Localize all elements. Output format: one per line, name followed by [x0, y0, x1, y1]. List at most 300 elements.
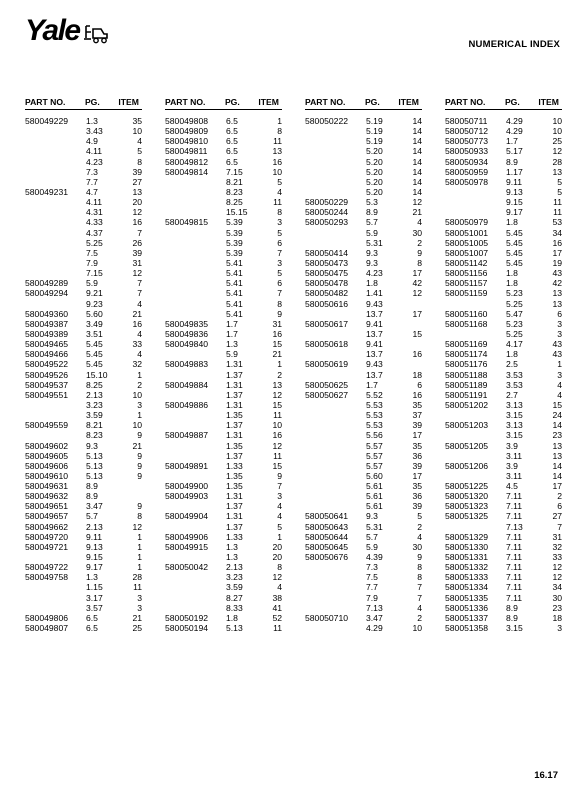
part-number — [25, 299, 86, 309]
part-number — [305, 167, 366, 177]
part-number: 580049887 — [165, 430, 209, 441]
index-row — [25, 400, 142, 410]
index-row — [305, 552, 422, 562]
page-ref: 5.53 — [366, 420, 383, 431]
page-ref: 1.3 — [226, 552, 238, 563]
item-number: 16 — [272, 430, 282, 441]
item-number: 2 — [417, 521, 422, 532]
index-row — [445, 299, 562, 309]
item-number: 3 — [557, 318, 562, 329]
index-row — [165, 370, 282, 380]
page-ref: 4.37 — [86, 227, 103, 238]
part-number: 580050959 — [445, 166, 489, 177]
page-ref: 9.13 — [86, 541, 103, 552]
item-number: 39 — [412, 420, 422, 431]
part-number — [305, 370, 366, 380]
part-number — [305, 582, 366, 592]
page-ref: 4.29 — [506, 126, 523, 137]
page-ref: 5.41 — [226, 288, 243, 299]
index-row — [305, 370, 422, 380]
item-number: 15 — [412, 328, 422, 339]
item-number — [398, 299, 422, 309]
index-row — [25, 167, 142, 177]
item-number: 3 — [557, 369, 562, 380]
item-number: 13 — [552, 166, 562, 177]
part-number: 580051330 — [445, 541, 489, 552]
part-number: 580049231 — [25, 186, 69, 197]
page-ref: 5.9 — [226, 349, 238, 360]
item-number: 12 — [552, 572, 562, 583]
item-number — [398, 359, 422, 369]
page-ref: 1.35 — [226, 440, 243, 451]
part-number — [165, 248, 226, 258]
page-ref: 5.41 — [226, 308, 243, 319]
index-row — [305, 430, 422, 440]
part-number — [305, 329, 366, 339]
part-number: 580049886 — [165, 399, 209, 410]
item-number: 20 — [132, 197, 142, 208]
part-number — [305, 603, 366, 613]
page-ref: 4.11 — [86, 197, 103, 208]
part-number — [165, 501, 226, 511]
item-number: 12 — [132, 268, 142, 279]
item-number: 4 — [137, 349, 142, 360]
part-number — [305, 441, 366, 451]
part-number: 580051169 — [445, 339, 488, 350]
part-number: 580049900 — [165, 481, 209, 492]
part-number: 580049906 — [165, 531, 209, 542]
item-header: ITEM — [118, 97, 139, 107]
item-number: 43 — [552, 339, 562, 350]
yale-logo — [25, 16, 111, 46]
index-row — [25, 441, 142, 451]
index-row — [305, 228, 422, 238]
item-number: 39 — [132, 247, 142, 258]
item-number: 9 — [137, 501, 142, 512]
page-ref: 5.7 — [366, 217, 378, 228]
page-ref: 5.9 — [366, 541, 378, 552]
index-row — [445, 258, 562, 268]
index-row — [305, 329, 422, 339]
item-number: 16 — [272, 156, 282, 167]
part-no-header: PART NO. — [165, 97, 206, 107]
page-ref: 15.10 — [86, 369, 108, 380]
item-number: 10 — [412, 623, 422, 634]
part-number — [445, 410, 506, 420]
part-number: 580051168 — [445, 318, 488, 329]
index-row — [165, 228, 282, 238]
page-ref: 1.31 — [226, 379, 243, 390]
page-ref: 7.5 — [366, 572, 378, 583]
part-number — [25, 268, 86, 278]
index-row — [445, 228, 562, 238]
page-ref: 6.5 — [226, 146, 238, 157]
index-row — [165, 359, 282, 369]
part-number: 580049811 — [165, 146, 208, 157]
page-ref: 6.5 — [86, 612, 98, 623]
part-number — [25, 603, 86, 613]
index-row — [305, 420, 422, 430]
page-ref: 5.41 — [226, 268, 243, 279]
page-ref: 5.20 — [366, 176, 383, 187]
part-number: 580050979 — [445, 217, 489, 228]
index-row — [305, 572, 422, 582]
index-row — [165, 582, 282, 592]
page-ref: 3.13 — [506, 420, 523, 431]
index-row — [445, 582, 562, 592]
item-number: 7 — [137, 278, 142, 289]
part-number: 580050194 — [165, 623, 209, 634]
item-number: 23 — [552, 430, 562, 441]
page-ref: 9.13 — [506, 186, 523, 197]
part-number: 580049884 — [165, 379, 209, 390]
page-ref: 1.37 — [226, 521, 243, 532]
page-ref: 8.9 — [86, 491, 98, 502]
page-ref: 7.11 — [506, 582, 523, 593]
brand-name: Yale — [25, 14, 80, 47]
item-number: 32 — [552, 541, 562, 552]
index-row — [445, 562, 562, 572]
part-number — [305, 623, 366, 633]
index-row — [25, 532, 142, 542]
part-number: 580049389 — [25, 328, 69, 339]
page-ref: 5.19 — [366, 126, 383, 137]
part-number: 580049836 — [165, 328, 209, 339]
index-row — [445, 136, 562, 146]
part-number: 580050473 — [305, 257, 349, 268]
part-number: 580049891 — [165, 460, 209, 471]
page-ref: 3.17 — [86, 592, 103, 603]
page-ref: 5.20 — [366, 166, 383, 177]
page-ref: 7.3 — [366, 562, 378, 573]
page-header: PG. — [504, 97, 520, 107]
item-number: 42 — [412, 278, 422, 289]
part-number — [165, 572, 226, 582]
page-ref: 7.11 — [506, 491, 523, 502]
index-row — [25, 522, 142, 532]
item-number: 35 — [412, 481, 422, 492]
part-number — [445, 329, 506, 339]
item-number: 15 — [272, 460, 282, 471]
part-number: 580049465 — [25, 339, 69, 350]
page-ref: 7.11 — [506, 592, 523, 603]
page-ref: 5.61 — [366, 481, 383, 492]
part-number: 580051001 — [445, 227, 489, 238]
index-row — [165, 501, 282, 511]
item-number: 7 — [277, 288, 282, 299]
page-ref: 3.9 — [506, 440, 518, 451]
part-no-header: PART NO. — [445, 97, 486, 107]
item-number: 14 — [412, 186, 422, 197]
index-row — [305, 623, 422, 633]
item-number — [118, 481, 142, 491]
part-number — [25, 177, 86, 187]
item-number: 18 — [552, 612, 562, 623]
item-number: 14 — [412, 146, 422, 157]
item-header: ITEM — [538, 97, 559, 107]
page-ref: 1.31 — [226, 511, 243, 522]
index-row — [165, 613, 282, 623]
item-number: 12 — [412, 288, 422, 299]
index-row — [445, 501, 562, 511]
part-number — [165, 410, 226, 420]
index-row — [25, 471, 142, 481]
part-number: 580051174 — [445, 349, 488, 360]
index-row — [165, 299, 282, 309]
part-number — [445, 207, 506, 217]
index-row — [445, 380, 562, 390]
page-ref: 9.15 — [86, 552, 103, 563]
page-ref: 1.8 — [226, 612, 238, 623]
part-number: 580051358 — [445, 623, 489, 634]
item-number: 16 — [552, 237, 562, 248]
item-number: 2 — [417, 612, 422, 623]
index-row — [305, 481, 422, 491]
index-row — [165, 400, 282, 410]
page-ref: 5.9 — [86, 278, 98, 289]
index-row — [445, 207, 562, 217]
part-number: 580049840 — [165, 339, 209, 350]
item-number: 11 — [553, 207, 562, 218]
part-number — [305, 593, 366, 603]
part-number — [165, 177, 226, 187]
index-row — [25, 511, 142, 521]
page-ref: 8.9 — [506, 156, 518, 167]
page-ref: 7.11 — [506, 511, 523, 522]
item-number: 14 — [552, 420, 562, 431]
index-row — [165, 116, 282, 126]
item-number: 6 — [277, 237, 282, 248]
page-ref: 8.27 — [226, 592, 243, 603]
index-row — [305, 167, 422, 177]
part-number: 580051202 — [445, 399, 489, 410]
part-number: 580050773 — [445, 136, 489, 147]
page-ref: 1.35 — [226, 470, 243, 481]
part-number — [165, 299, 226, 309]
index-row — [305, 613, 422, 623]
index-row — [25, 187, 142, 197]
page-ref: 1.35 — [226, 410, 243, 421]
index-row — [305, 258, 422, 268]
item-number: 8 — [417, 562, 422, 573]
item-number: 43 — [552, 349, 562, 360]
part-number: 580051332 — [445, 562, 489, 573]
item-number: 1 — [137, 562, 142, 573]
item-number: 12 — [552, 146, 562, 157]
item-number: 17 — [412, 308, 422, 319]
page-ref: 7.13 — [366, 602, 383, 613]
page-ref: 2.13 — [226, 562, 243, 573]
page-ref: 5.31 — [366, 237, 383, 248]
part-number — [165, 593, 226, 603]
page-ref: 8.9 — [506, 612, 518, 623]
index-row — [165, 146, 282, 156]
item-number: 8 — [137, 156, 142, 167]
part-number: 580051156 — [445, 268, 488, 279]
index-row — [445, 329, 562, 339]
part-number: 580051159 — [445, 288, 488, 299]
index-row — [165, 481, 282, 491]
page-ref: 3.23 — [226, 572, 243, 583]
page-ref: 5.19 — [366, 136, 383, 147]
item-number: 3 — [277, 491, 282, 502]
item-header: ITEM — [258, 97, 279, 107]
part-number — [305, 410, 366, 420]
part-number — [305, 430, 366, 440]
item-number: 16 — [412, 349, 422, 360]
item-number: 12 — [272, 389, 282, 400]
item-number: 1 — [137, 531, 142, 542]
page-ref: 5.23 — [506, 288, 523, 299]
item-number: 31 — [552, 531, 562, 542]
index-row — [165, 410, 282, 420]
index-row — [445, 400, 562, 410]
item-number: 28 — [552, 156, 562, 167]
index-row — [445, 167, 562, 177]
index-row — [25, 309, 142, 319]
item-number: 35 — [412, 399, 422, 410]
part-number: 580051337 — [445, 612, 489, 623]
item-number: 31 — [272, 318, 282, 329]
item-number: 33 — [132, 339, 142, 350]
part-number — [165, 187, 226, 197]
page-ref: 5.52 — [366, 389, 383, 400]
page-ref: 5.39 — [226, 237, 243, 248]
part-number: 580049915 — [165, 541, 209, 552]
index-row — [305, 116, 422, 126]
part-number — [165, 197, 226, 207]
page-ref: 5.17 — [506, 146, 523, 157]
part-number: 580050712 — [445, 126, 489, 137]
index-row — [165, 258, 282, 268]
index-row — [25, 116, 142, 126]
part-number: 580050042 — [165, 562, 209, 573]
index-row — [305, 248, 422, 258]
index-row — [445, 319, 562, 329]
item-number: 21 — [272, 349, 282, 360]
part-number: 580049809 — [165, 126, 209, 137]
part-number: 580050475 — [305, 268, 349, 279]
index-row — [445, 532, 562, 542]
page-ref: 1.31 — [226, 491, 243, 502]
part-number: 580050978 — [445, 176, 489, 187]
index-row — [305, 217, 422, 227]
index-row — [305, 491, 422, 501]
item-number: 14 — [412, 136, 422, 147]
index-row — [445, 410, 562, 420]
index-row — [445, 593, 562, 603]
part-number: 580049814 — [165, 166, 209, 177]
page-ref: 3.53 — [506, 369, 523, 380]
page-ref: 8.23 — [226, 186, 243, 197]
part-number — [305, 572, 366, 582]
page-ref: 4.39 — [366, 552, 383, 563]
index-row — [25, 370, 142, 380]
index-row — [165, 572, 282, 582]
index-row — [445, 197, 562, 207]
part-number: 580051323 — [445, 501, 489, 512]
part-number — [165, 258, 226, 268]
index-row — [445, 116, 562, 126]
index-row — [445, 390, 562, 400]
index-row — [165, 430, 282, 440]
index-row — [25, 146, 142, 156]
index-row — [165, 441, 282, 451]
index-row — [25, 623, 142, 633]
part-number — [25, 258, 86, 268]
page-ref: 5.39 — [226, 247, 243, 258]
page-ref: 6.5 — [226, 156, 238, 167]
page-ref: 5.13 — [86, 450, 103, 461]
item-number: 8 — [277, 207, 282, 218]
item-number: 9 — [137, 460, 142, 471]
page-ref: 1.8 — [366, 278, 378, 289]
item-number: 30 — [552, 592, 562, 603]
page-ref: 5.3 — [366, 197, 378, 208]
part-number: 580050710 — [305, 612, 349, 623]
item-number: 7 — [277, 247, 282, 258]
part-number — [165, 451, 226, 461]
index-row — [305, 451, 422, 461]
item-number: 21 — [412, 207, 422, 218]
index-row — [165, 197, 282, 207]
item-number: 9 — [417, 552, 422, 563]
item-number: 4 — [277, 582, 282, 593]
index-row — [305, 126, 422, 136]
page-ref: 1.7 — [226, 328, 238, 339]
index-row — [305, 410, 422, 420]
page-ref: 4.17 — [506, 339, 523, 350]
index-row — [445, 511, 562, 521]
part-number: 580050933 — [445, 146, 489, 157]
item-number: 10 — [132, 126, 142, 137]
item-number: 1 — [137, 369, 142, 380]
part-number: 580049812 — [165, 156, 209, 167]
page-ref: 9.17 — [86, 562, 103, 573]
part-number: 580049605 — [25, 450, 69, 461]
part-number: 580050627 — [305, 389, 349, 400]
page-ref: 5.61 — [366, 491, 383, 502]
index-row — [445, 471, 562, 481]
page-ref: 1.35 — [226, 481, 243, 492]
page-ref: 5.31 — [366, 521, 383, 532]
page-ref: 5.45 — [86, 349, 103, 360]
page-ref: 8.33 — [226, 602, 243, 613]
item-number: 5 — [557, 176, 562, 187]
index-row — [25, 319, 142, 329]
item-number: 5 — [277, 176, 282, 187]
part-number — [25, 248, 86, 258]
item-number: 1 — [137, 541, 142, 552]
index-row — [305, 207, 422, 217]
item-number: 11 — [273, 623, 282, 634]
index-row — [25, 157, 142, 167]
page-ref: 6.5 — [226, 126, 238, 137]
page-ref: 1.37 — [226, 369, 243, 380]
index-row — [165, 136, 282, 146]
part-number — [445, 522, 506, 532]
page-ref: 1.3 — [226, 339, 238, 350]
page-ref: 1.33 — [226, 531, 243, 542]
index-row — [25, 207, 142, 217]
page-ref: 5.57 — [366, 450, 383, 461]
item-number: 8 — [277, 298, 282, 309]
index-row — [305, 146, 422, 156]
part-number: 580049758 — [25, 572, 69, 583]
item-number: 8 — [277, 562, 282, 573]
item-number: 4 — [557, 389, 562, 400]
page-ref: 7.5 — [86, 247, 98, 258]
